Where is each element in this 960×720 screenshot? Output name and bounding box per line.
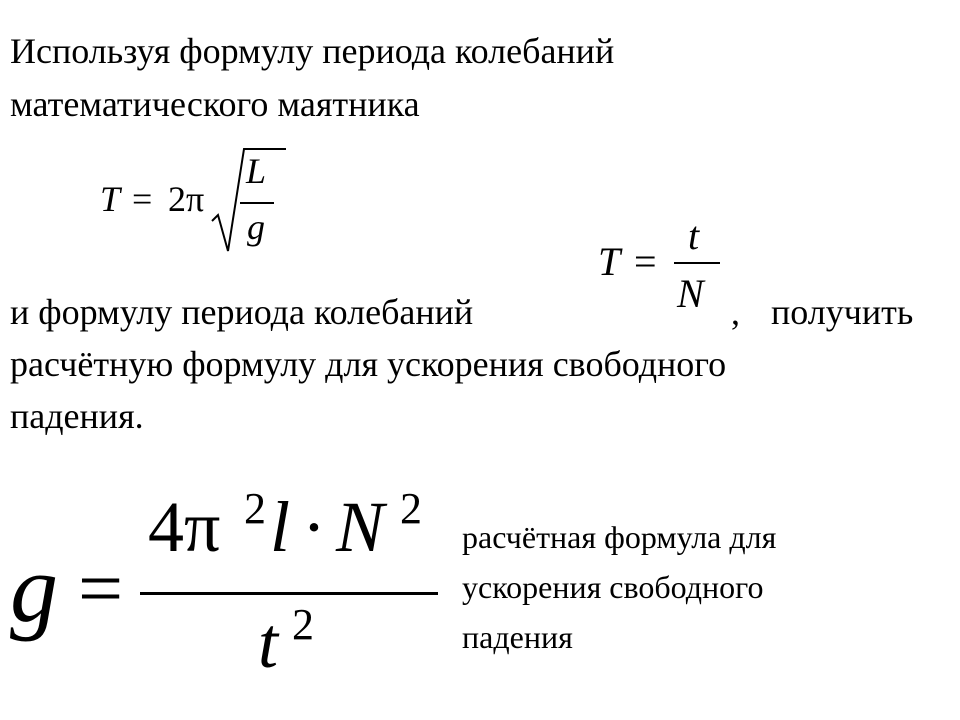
result-caption-line-3: падения bbox=[462, 619, 573, 655]
formula3-numerator-N: N bbox=[336, 487, 385, 567]
formula2-fraction-bar bbox=[674, 262, 720, 264]
mid-line-1-end: получить bbox=[771, 292, 914, 332]
mid-line-1-comma: , bbox=[731, 292, 740, 332]
formula3-lhs: g bbox=[10, 535, 58, 642]
mid-line-3: падения. bbox=[10, 396, 144, 436]
formula2-numerator: t bbox=[688, 213, 700, 258]
result-caption-line-1: расчётная формула для bbox=[462, 519, 777, 555]
formula2-lhs: T bbox=[598, 239, 621, 284]
formula1-denominator: g bbox=[247, 207, 265, 247]
intro-line-2: математического маятника bbox=[10, 84, 420, 124]
result-caption-line-2: ускорения свободного bbox=[462, 569, 764, 605]
formula3-numerator-exp1: 2 bbox=[244, 484, 266, 533]
formula3-fraction-bar bbox=[140, 592, 438, 595]
formula3-numerator-exp2: 2 bbox=[400, 484, 422, 533]
formula3-denominator-exp: 2 bbox=[292, 600, 314, 649]
formula1-lhs: T bbox=[100, 179, 121, 219]
mid-line-2: расчётную формулу для ускорения свободного bbox=[10, 344, 727, 384]
formula3-numerator-l: l bbox=[270, 487, 291, 567]
intro-line-1: Используя формулу периода колебаний bbox=[10, 31, 615, 71]
formula1-numerator: L bbox=[246, 151, 267, 191]
mid-line-1-start: и формулу периода колебаний bbox=[10, 292, 474, 332]
formula2-equals: = bbox=[634, 239, 657, 284]
formula3-numerator-coef: 4π bbox=[148, 487, 221, 567]
formula1-fraction-bar bbox=[240, 202, 274, 204]
formula3-denominator-t: t bbox=[258, 603, 279, 683]
formula2-denominator: N bbox=[677, 271, 704, 316]
formula3-numerator-dot: · bbox=[302, 487, 326, 567]
formula3-equals: = bbox=[78, 545, 124, 633]
formula1-coef: 2π bbox=[168, 179, 205, 219]
formula1-equals: = bbox=[132, 179, 153, 219]
